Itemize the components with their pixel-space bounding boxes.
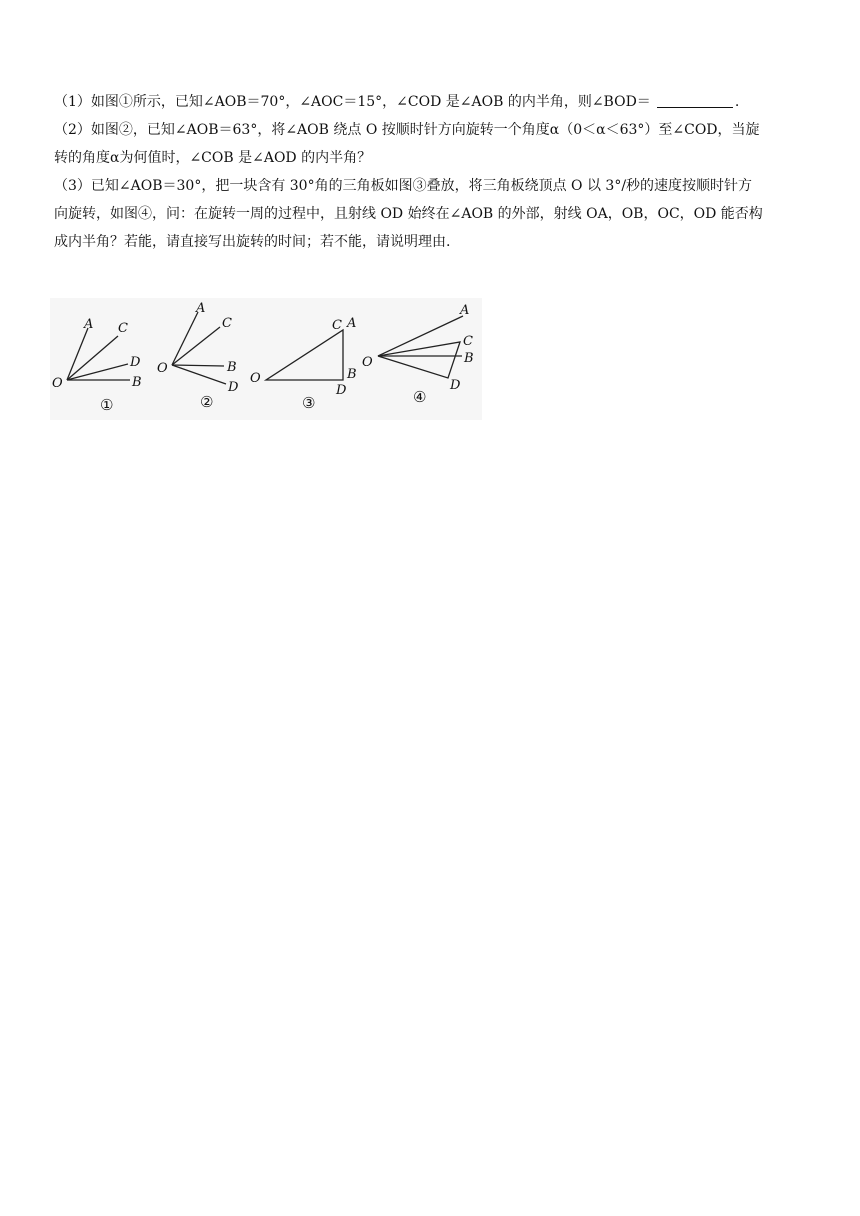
fig3-label-d: D <box>336 383 347 398</box>
part-1-end: . <box>734 94 740 110</box>
fig1-label-b: B <box>132 375 142 390</box>
fig1-label-c: C <box>118 321 128 336</box>
fig2-number: ② <box>200 393 214 411</box>
fig4-label-b: B <box>464 351 474 366</box>
fig1-label-a: A <box>84 317 94 332</box>
part-2-line-2: 转的角度α为何值时，∠COB 是∠AOD 的内半角？ <box>54 150 372 166</box>
fig4-number: ④ <box>413 388 427 406</box>
part-3-line-1: （3）已知∠AOB＝30°，把一块含有 30°角的三角板如图③叠放，将三角板绕顶点 O 以 3°/秒的速度按顺时针方 <box>54 178 753 194</box>
fig4-label-c: C <box>463 334 473 349</box>
fig3-triangle <box>266 330 343 380</box>
fig4-label-d: D <box>450 378 461 393</box>
figure-3 <box>266 330 343 380</box>
fig4-label-a: A <box>460 303 470 318</box>
fig2-ray-od <box>172 365 226 384</box>
fig3-label-b: B <box>347 367 357 382</box>
fig3-label-o: O <box>250 371 261 386</box>
fig1-label-o: O <box>52 376 63 391</box>
fig4-triangle <box>378 342 460 378</box>
part-2-line-1: （2）如图②，已知∠AOB＝63°，将∠AOB 绕点 O 按顺时针方向旋转一个角度α（0＜α＜63°）至∠COD，当旋 <box>54 122 760 138</box>
fig2-label-a: A <box>196 301 206 316</box>
fig2-ray-oc <box>172 327 220 365</box>
answer-blank[interactable] <box>657 93 733 108</box>
fig4-label-o: O <box>362 355 373 370</box>
figures-strip <box>50 298 482 420</box>
fig2-ray-oa <box>172 312 198 365</box>
fig2-label-o: O <box>157 361 168 376</box>
figure-4 <box>378 316 463 378</box>
part-1-text: （1）如图①所示，已知∠AOB＝70°，∠AOC＝15°，∠COD 是∠AOB 的内半角，则∠BOD＝ <box>54 94 651 110</box>
fig2-label-c: C <box>222 316 232 331</box>
part-1 <box>54 88 810 116</box>
fig1-number: ① <box>100 396 114 414</box>
part-2 <box>54 116 810 172</box>
figures-svg <box>50 298 482 420</box>
fig2-ray-ob <box>172 365 224 366</box>
problem-text <box>54 88 810 256</box>
fig4-ray-oa <box>378 316 463 356</box>
fig3-number: ③ <box>302 394 316 412</box>
fig3-label-c: C <box>332 318 342 333</box>
part-3-line-2: 向旋转，如图④，问：在旋转一周的过程中，且射线 OD 始终在∠AOB 的外部，射线 OA，OB，OC，OD 能否构 <box>54 206 763 222</box>
figure-2 <box>172 312 226 384</box>
fig2-label-d: D <box>228 380 239 395</box>
fig1-ray-oa <box>67 328 88 380</box>
fig3-label-a: A <box>347 316 357 331</box>
part-3 <box>54 172 810 256</box>
fig1-label-d: D <box>130 355 141 370</box>
fig2-label-b: B <box>227 360 237 375</box>
part-3-line-3: 成内半角？若能，请直接写出旋转的时间；若不能，请说明理由. <box>54 234 451 250</box>
